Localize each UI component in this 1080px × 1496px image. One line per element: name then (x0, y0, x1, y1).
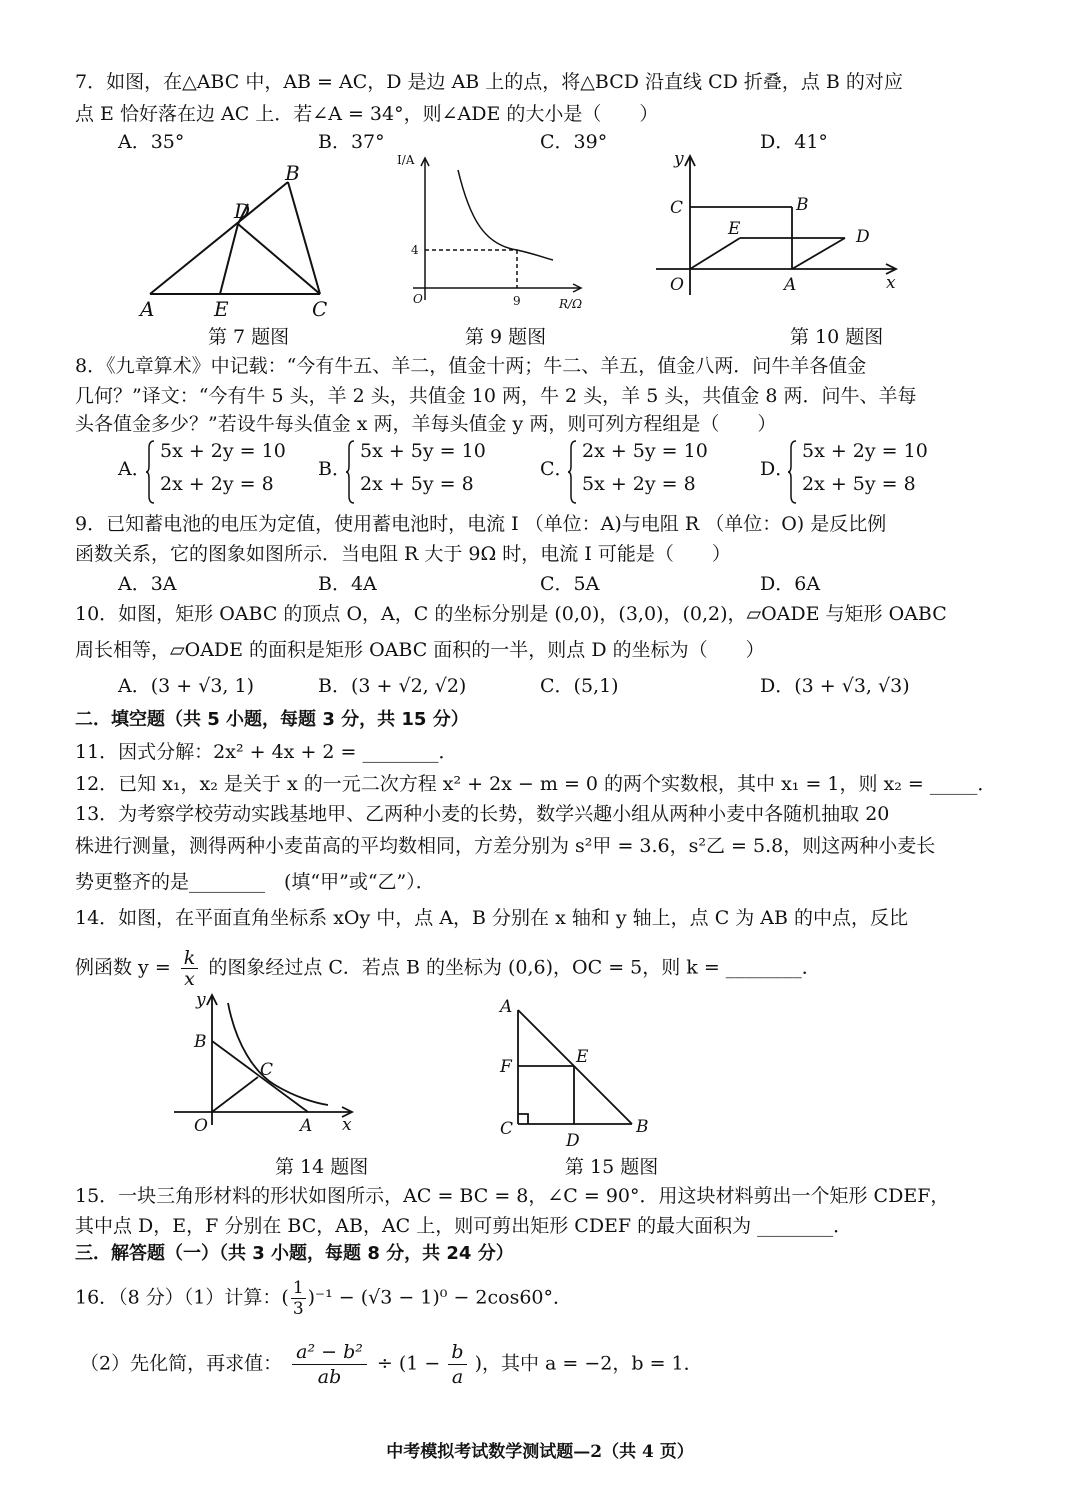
q7-line2: 点 E 恰好落在边 AC 上．若∠A = 34°，则∠ADE 的大小是（ ） (75, 103, 659, 125)
q8-option-d-eq2: 2x + 5y = 8 (802, 473, 916, 495)
q9-line2: 函数关系，它的图象如图所示．当电阻 R 大于 9Ω 时，电流 I 可能是（ ） (75, 543, 731, 565)
q14-label-y: y (196, 990, 206, 1010)
q16-part2-den: ab (317, 1366, 342, 1388)
q16-part2-fraction (292, 1340, 367, 1389)
q10-option-b: B．(3 + √2, √2) (318, 675, 467, 697)
q14-fraction-den: x (184, 968, 195, 990)
q14-label-b: B (194, 1032, 207, 1052)
q8-option-c-label: C． (540, 458, 574, 480)
q7-label-e: E (214, 297, 229, 321)
q14-line1: 14．如图，在平面直角坐标系 xOy 中，点 A，B 分别在 x 轴和 y 轴上，点 C 为 AB 的中点，反比 (75, 907, 909, 929)
q15-label-b: B (636, 1117, 649, 1137)
q7-option-a: A．35° (118, 131, 185, 153)
q8-option-d-label: D． (760, 458, 795, 480)
q8-option-b-eq2: 2x + 5y = 8 (360, 473, 474, 495)
q10-line2: 周长相等，▱OADE 的面积是矩形 OABC 面积的一半，则点 D 的坐标为（ ） (75, 639, 765, 661)
q16-part1 (75, 1278, 572, 1319)
q10-label-b: B (796, 195, 809, 215)
q7-option-c: C．39° (540, 131, 608, 153)
q15-line2: 其中点 D，E，F 分别在 BC，AB，AC 上，则可剪出矩形 CDEF 的最大面积为 ________． (75, 1215, 853, 1237)
q10-label-d: D (856, 227, 870, 247)
q16-part1-den: 3 (292, 1299, 304, 1319)
q10-line1: 10．如图，矩形 OABC 的顶点 O，A，C 的坐标分别是 (0,0)，(3,0)，(0,2)，▱OADE 与矩形 OABC (75, 603, 947, 625)
q9-xtick: 9 (513, 294, 521, 308)
section-3-heading: 三．解答题（一）（共 3 小题，每题 8 分，共 24 分） (75, 1243, 514, 1264)
q7-caption: 第 7 题图 (208, 326, 290, 348)
q16-part1-fraction (291, 1278, 306, 1319)
q16-part2-prefix: （2）先化简，再求值： (80, 1352, 283, 1375)
q8-line2: 几何？”译文：“今有牛 5 头，羊 2 头，共值金 10 两，牛 2 头，羊 5 头，共值金 8 两．问牛、羊每 (75, 385, 917, 407)
q10-label-x: x (886, 273, 896, 293)
q16-part2-fraction2 (448, 1340, 466, 1389)
q15-label-f: F (500, 1057, 512, 1077)
q9-option-a: A．3A (118, 573, 177, 595)
q7-option-d: D．41° (760, 131, 828, 153)
q13-line1: 13．为考察学校劳动实践基地甲、乙两种小麦的长势，数学兴趣小组从两种小麦中各随机抽取 20 (75, 803, 890, 825)
q8-option-a-brace (146, 440, 155, 504)
q15-label-a: A (500, 997, 513, 1017)
q16-part2-suffix: )，其中 a = −2，b = 1． (474, 1352, 703, 1375)
page-footer: 中考模拟考试数学测试题—2（共 4 页） (386, 1442, 694, 1462)
q12: 12．已知 x₁，x₂ 是关于 x 的一元二次方程 x² + 2x − m = 0 的两个实数根，其中 x₁ = 1，则 x₂ = _____． (75, 773, 997, 795)
q15-caption: 第 15 题图 (565, 1156, 659, 1178)
q10-figure (650, 150, 910, 300)
q9-figure (385, 150, 595, 320)
q16-part1-prefix: 16．（8 分）（1）计算：( (75, 1286, 289, 1309)
q14-label-x: x (342, 1115, 352, 1135)
q10-label-a: A (784, 275, 797, 295)
q8-option-a-eq1: 5x + 2y = 10 (160, 440, 286, 462)
q13-line3: 势更整齐的是________ (填“甲”或“乙”）． (75, 871, 435, 893)
q16-part2-mid: ÷ (1 − (376, 1352, 441, 1375)
q15-label-c: C (500, 1119, 514, 1139)
q10-option-c: C．(5,1) (540, 675, 619, 697)
q9-origin: O (413, 292, 423, 306)
q7-label-d: D (234, 199, 251, 223)
q8-option-b-brace (346, 440, 355, 504)
q16-part2-num2: b (448, 1340, 466, 1365)
q16-part2-num: a² − b² (292, 1340, 367, 1365)
q10-caption: 第 10 题图 (790, 326, 884, 348)
q8-line1: 8．《九章算术》中记载：“今有牛五、羊二，值金十两；牛二、羊五，值金八两．问牛羊各值金 (75, 355, 867, 377)
q10-option-d: D．(3 + √3, √3) (760, 675, 910, 697)
q8-option-c-eq2: 5x + 2y = 8 (582, 473, 696, 495)
q9-line1: 9．已知蓄电池的电压为定值，使用蓄电池时，电流 I （单位：A)与电阻 R （单位：O) 是反比例 (75, 513, 887, 535)
q14-line2-suffix: 的图象经过点 C．若点 B 的坐标为 (0,6)，OC = 5，则 k = ________． (208, 956, 821, 979)
q9-ytick: 4 (411, 243, 419, 257)
q10-option-a: A．(3 + √3, 1) (118, 675, 254, 697)
q10-label-c: C (670, 198, 684, 218)
q8-option-c-eq1: 2x + 5y = 10 (582, 440, 708, 462)
q8-option-b-label: B． (318, 458, 351, 480)
q14-fraction-num: k (181, 948, 199, 969)
q13-line2: 株进行测量，测得两种小麦苗高的平均数相同，方差分别为 s²甲 = 3.6，s²乙 = 5.8，则这两种小麦长 (75, 835, 936, 857)
q7-label-a: A (140, 297, 155, 321)
q9-ylabel: I/A (397, 153, 415, 167)
q9-option-b: B．4A (318, 573, 377, 595)
q8-option-c-brace (568, 440, 577, 504)
q9-option-d: D．6A (760, 573, 821, 595)
q11: 11．因式分解：2x² + 4x + 2 = ________． (75, 741, 458, 763)
q8-line3: 头各值金多少？”若设牛每头值金 x 两，羊每头值金 y 两，则可列方程组是（ ） (75, 413, 777, 435)
q16-part2 (80, 1340, 703, 1389)
q10-label-y: y (674, 150, 684, 169)
q14-label-o: O (194, 1116, 208, 1136)
q7-line1: 7．如图，在△ABC 中，AB = AC，D 是边 AB 上的点，将△BCD 沿直线 CD 折叠，点 B 的对应 (75, 71, 903, 93)
q7-figure (130, 158, 350, 323)
q14-figure (170, 985, 370, 1140)
q15-figure (490, 990, 670, 1150)
q15-label-e: E (576, 1047, 589, 1067)
q10-label-e: E (728, 219, 741, 239)
q7-label-c: C (312, 297, 328, 321)
q9-caption: 第 9 题图 (465, 326, 547, 348)
q8-option-a-eq2: 2x + 2y = 8 (160, 473, 274, 495)
q14-label-c: C (260, 1060, 274, 1080)
q14-label-a: A (300, 1116, 313, 1136)
q14-line2-prefix: 例函数 y = (75, 956, 171, 979)
q7-option-b: B．37° (318, 131, 385, 153)
q16-part2-den2: a (451, 1366, 464, 1388)
q14-caption: 第 14 题图 (275, 1156, 369, 1178)
q10-label-o: O (670, 275, 684, 295)
section-2-heading: 二．填空题（共 5 小题，每题 3 分，共 15 分） (75, 709, 469, 730)
q15-line1: 15．一块三角形材料的形状如图所示，AC = BC = 8，∠C = 90°．用这块材料剪出一个矩形 CDEF， (75, 1185, 950, 1207)
q16-part1-num: 1 (292, 1278, 304, 1298)
q8-option-d-eq1: 5x + 2y = 10 (802, 440, 928, 462)
q8-option-b-eq1: 5x + 5y = 10 (360, 440, 486, 462)
q9-xlabel: R/Ω (559, 297, 583, 311)
q16-part1-suffix: )⁻¹ − (√3 − 1)⁰ − 2cos60°． (307, 1286, 573, 1309)
q8-option-d-brace (788, 440, 797, 504)
q14-line2 (75, 948, 821, 989)
q8-option-a-label: A． (118, 458, 151, 480)
q15-label-d: D (566, 1131, 580, 1150)
q14-fraction (181, 948, 199, 989)
q7-label-b: B (285, 161, 300, 185)
q9-option-c: C．5A (540, 573, 600, 595)
